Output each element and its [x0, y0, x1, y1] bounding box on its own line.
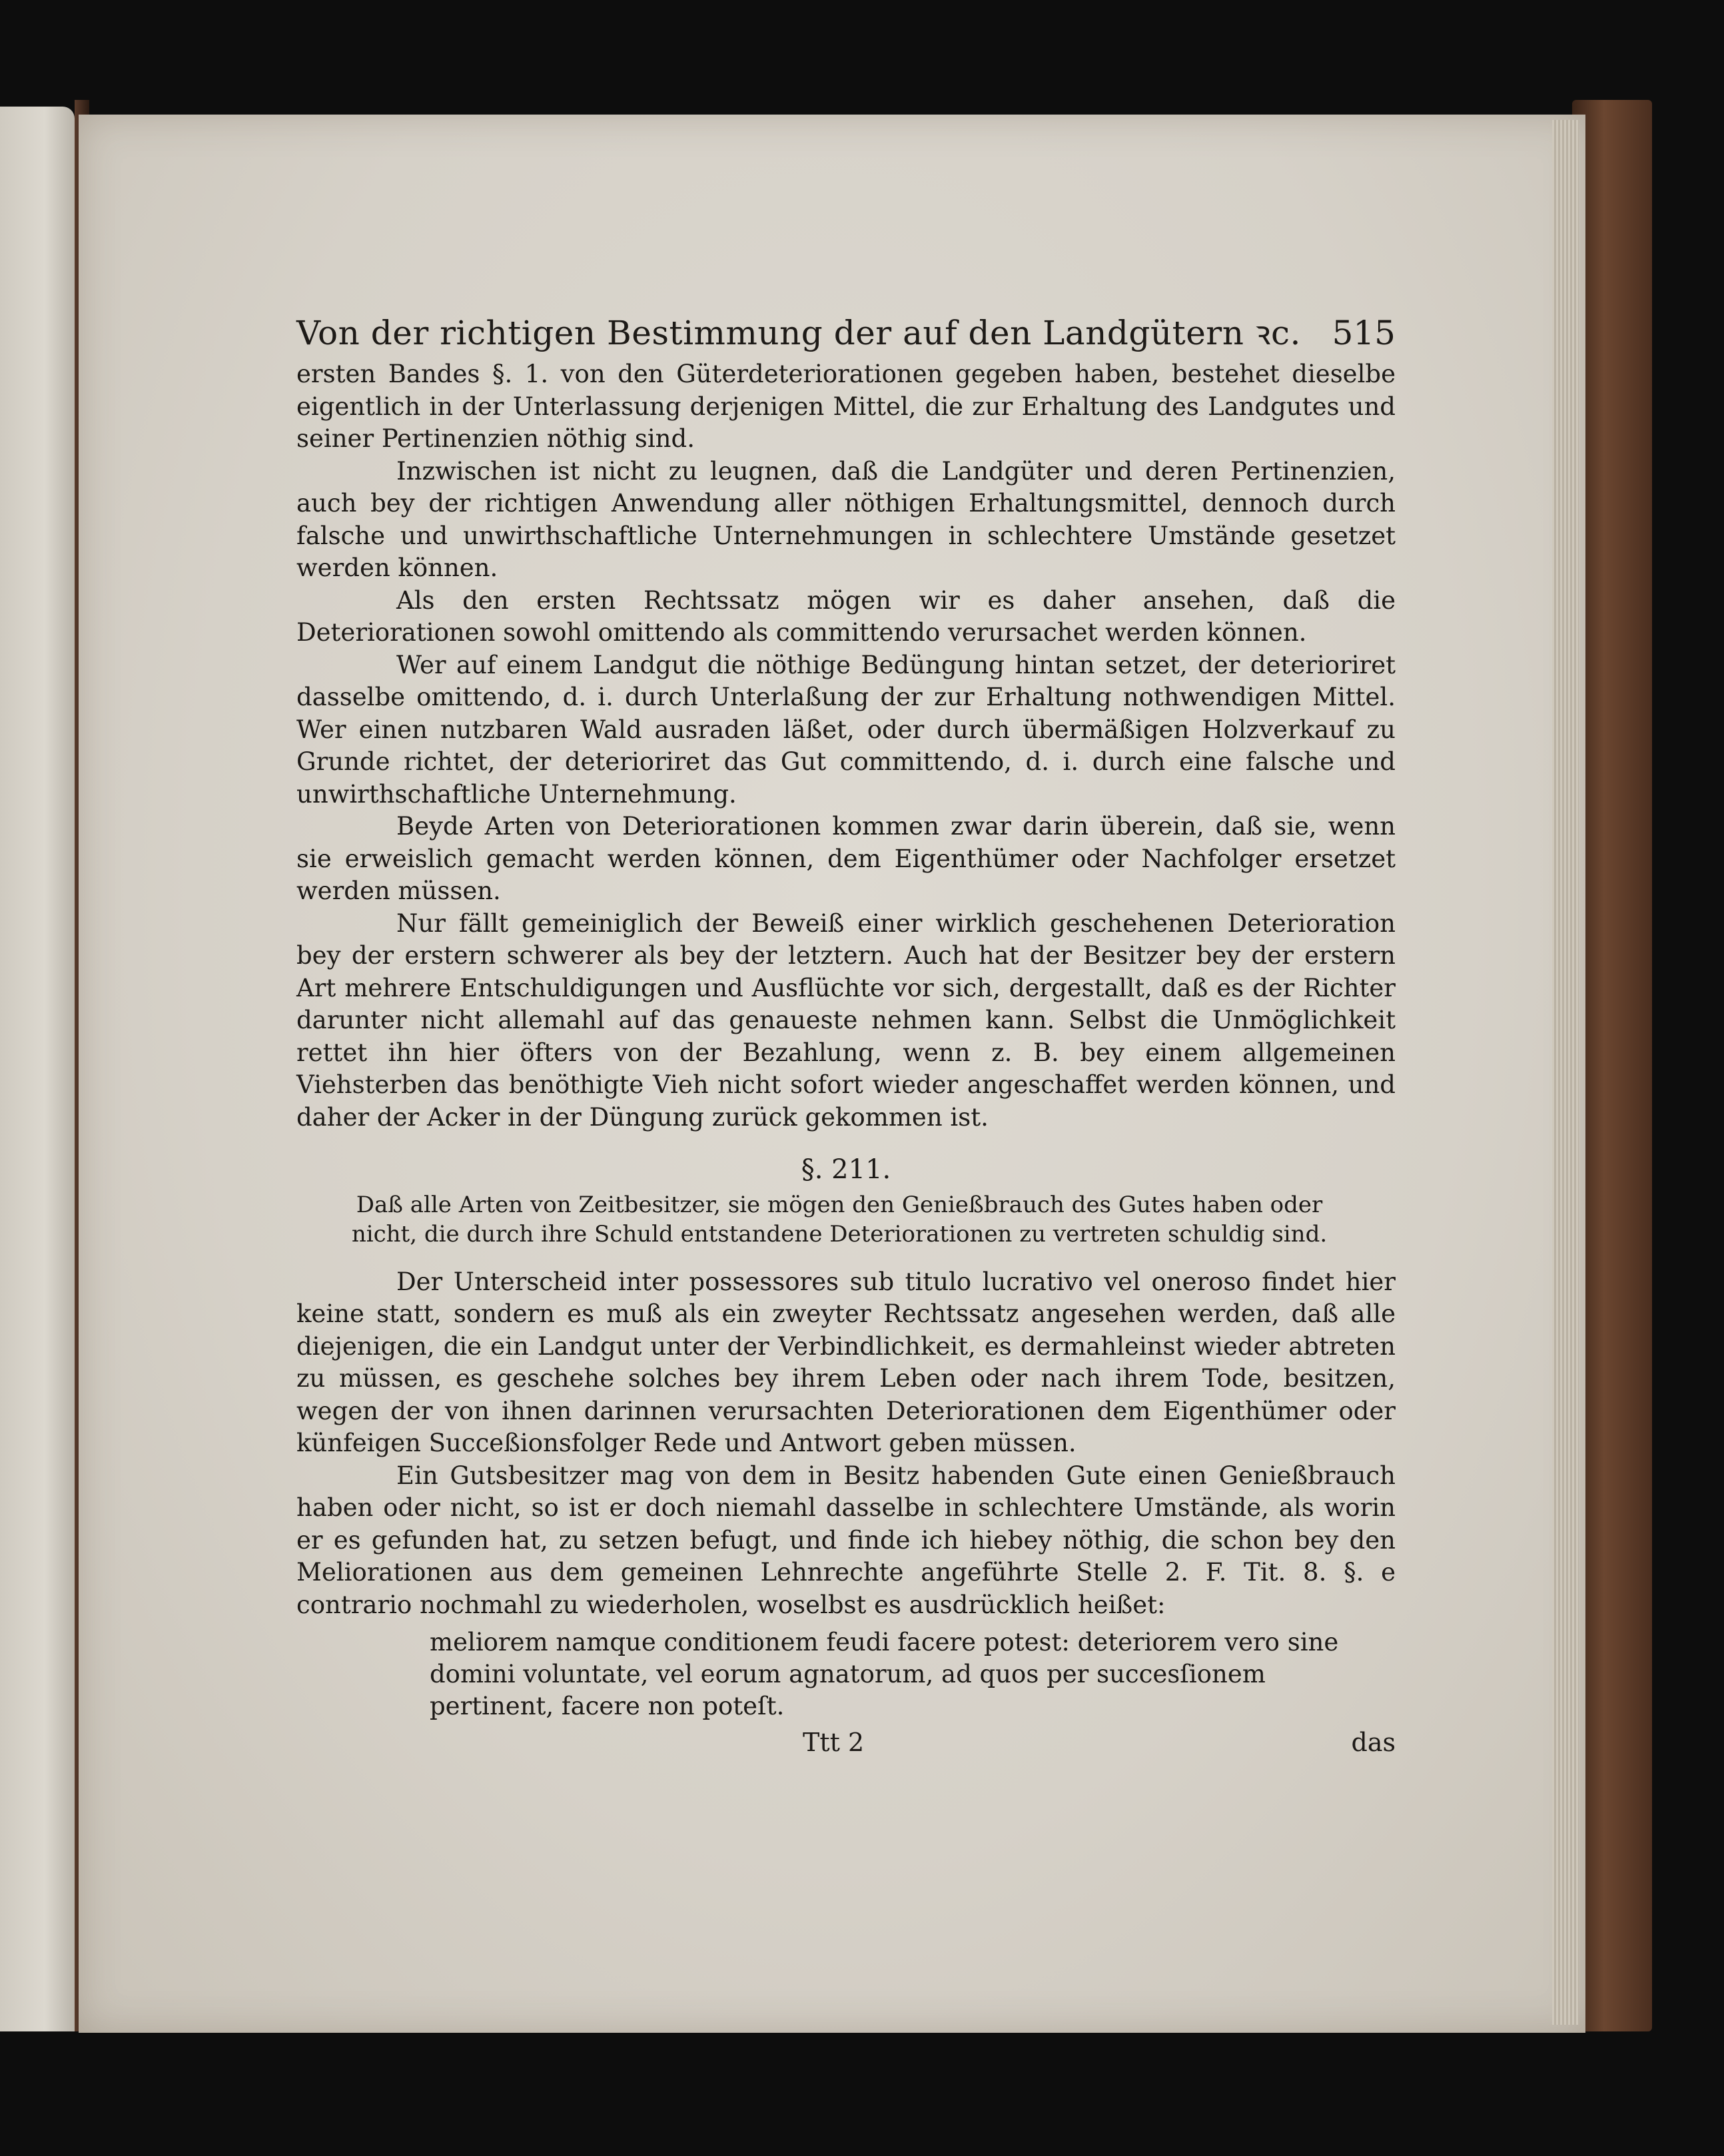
paragraph: Der Unterscheid inter possessores sub titulo lucrativo vel oneroso findet hier keine statt, sondern es muß als ein zweyter Rechtssatz angesehen werden, daß alle diejenigen, die ein Landgut unter der Verbindlichkeit, es dermahleinst wieder abtreten zu müssen, es geschehe solches bey ihrem Leben oder nach ihrem Tode, besitzen, wegen der von ihnen darinnen verursachten Deteriorationen dem Eigenthümer oder künfeigen Succeßionsfolger Rede und Antwort geben müssen. [296, 1267, 1396, 1457]
paragraph: Inzwischen ist nicht zu leugnen, daß die Landgüter und deren Pertinenzien, auch bey der richtigen Anwendung aller nöthigen Erhaltungsmittel, dennoch durch falsche und unwirthschaftliche Unternehmungen in schlechtere Umstände gesetzet werden können. [296, 456, 1396, 582]
latin-quotation: meliorem namque conditionem feudi facere potest: deteriorem vero sine domini voluntate, vel eorum agnatorum, ad quos per succesſionem pertinent, facere non poteſt. [430, 1628, 1339, 1720]
running-head [296, 313, 1396, 353]
section-number: §. 211. [801, 1154, 891, 1185]
signature-mark: Ttt 2 [803, 1728, 865, 1757]
page-text [296, 313, 1396, 1759]
paragraph: Nur fällt gemeiniglich der Beweiß einer wirklich geschehenen Deterioration bey der erstern schwerer als bey der letztern. Auch hat der Besitzer bey der erstern Art mehrere Entschuldigungen und Ausflüchte vor sich, dergestallt, daß es der Richter darunter nicht allemahl auf das genaueste nehmen kann. Selbst die Unmöglichkeit rettet ihn hier öfters von der Bezahlung, wenn z. B. bey einem allgemeinen Viehsterben das benöthigte Vieh nicht sofort wieder angeschaffet werden können, und daher der Acker in der Düngung zurück gekommen ist. [296, 908, 1396, 1132]
left-page-edge [0, 107, 75, 2031]
catchword: das [1351, 1728, 1396, 1757]
paragraph: Wer auf einem Landgut die nöthige Bedüngung hintan setzet, der deterioriret dasselbe omittendo, d. i. durch Unterlaßung der zur Erhaltung nothwendigen Mittel. Wer einen nutzbaren Wald ausraden läßet, oder durch übermäßigen Holzverkauf zu Grunde richtet, der deterioriret das Gut committendo, d. i. durch eine falsche und unwirthschaftliche Unternehmung. [296, 650, 1396, 809]
page-number: 515 [1332, 314, 1396, 352]
paragraph: ersten Bandes §. 1. von den Güterdeteriorationen gegeben haben, bestehet dieselbe eigentlich in der Unterlassung derjenigen Mittel, die zur Erhaltung des Landgutes und seiner Pertinenzien nöthig sind. [296, 360, 1396, 453]
page-block-edge [1552, 120, 1579, 2025]
footer-line [296, 1726, 1396, 1759]
paragraph: Als den ersten Rechtssatz mögen wir es daher ansehen, daß die Deteriorationen sowohl omittendo als committendo verursachet werden können. [296, 585, 1396, 647]
section-heading: Daß alle Arten von Zeitbesitzer, sie mögen den Genießbrauch des Gutes haben oder nicht, die durch ihre Schuld entstandene Deteriorationen zu vertreten schuldig sind. [351, 1191, 1328, 1248]
paragraph: Ein Gutsbesitzer mag von dem in Besitz habenden Gute einen Genießbrauch haben oder nicht, so ist er doch niemahl dasselbe in schlechtere Umstände, als worin er es gefunden hat, zu setzen befugt, und finde ich hiebey nöthig, die schon bey den Meliorationen aus dem gemeinen Lehnrechte angeführte Stelle 2. F. Tit. 8. §. e contrario nochmahl zu wiederholen, woselbst es ausdrücklich heißet: [296, 1461, 1396, 1619]
paragraph: Beyde Arten von Deteriorationen kommen zwar darin überein, daß sie, wenn sie erweislich gemacht werden können, dem Eigenthümer oder Nachfolger ersetzet werden müssen. [296, 812, 1396, 905]
running-title: Von der richtigen Bestimmung der auf den Landgütern ꝛc. [296, 314, 1301, 352]
